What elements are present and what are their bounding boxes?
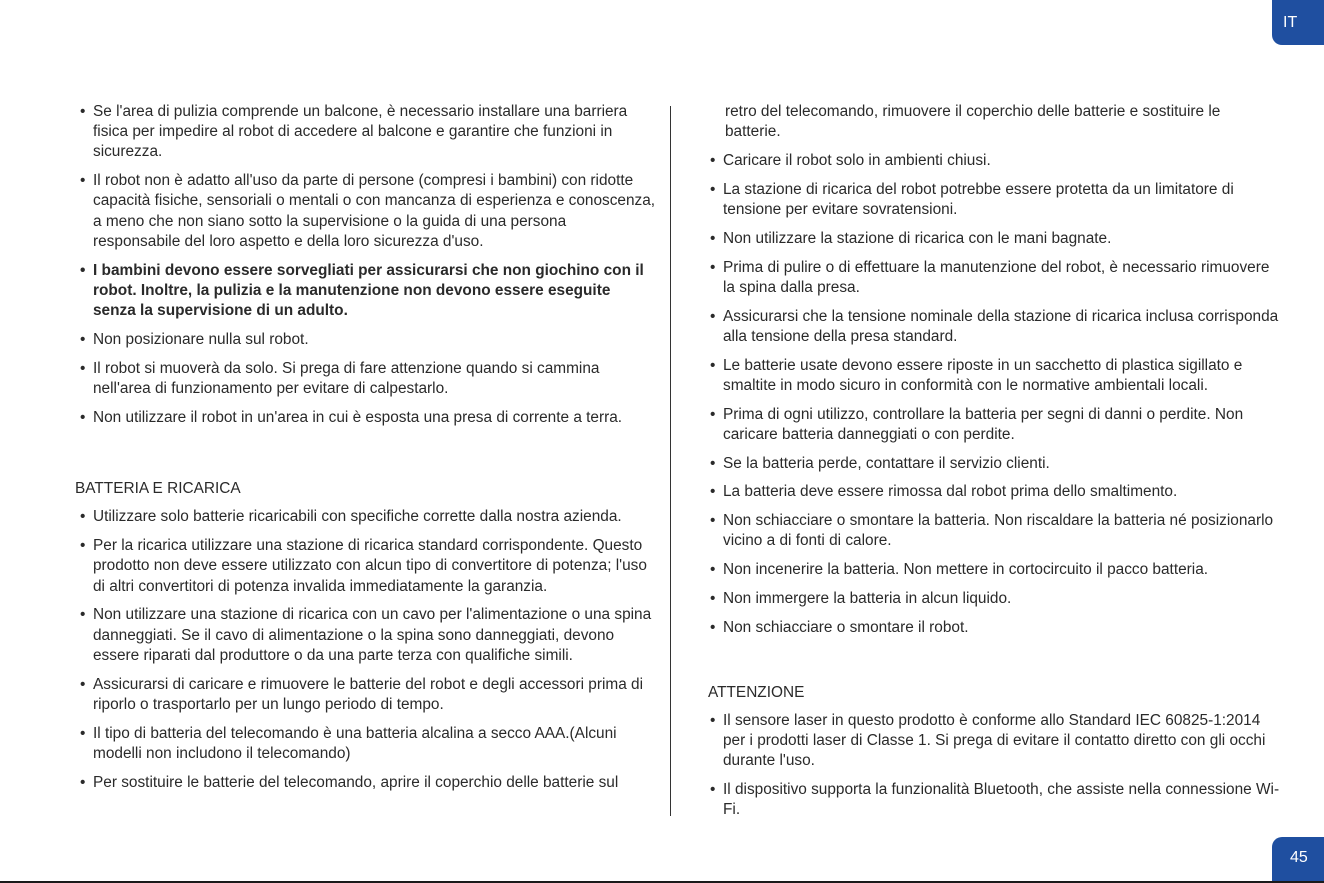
list-item: • Il robot si muoverà da solo. Si prega di fare attenzione quando si cammina nell'area di funzionamento per evitare di calpestarlo. [78,359,656,399]
safety-list [78,102,656,428]
list-item: • Per la ricarica utilizzare una stazione di ricarica standard corrispondente. Questo prodotto non deve essere utilizzato con alcun tipo di convertitore di potenza; l'uso di altri convertitori di potenza invalida immediatamente la garanzia. [78,536,656,597]
battery-heading: BATTERIA E RICARICA [75,480,241,498]
list-item: • Prima di pulire o di effettuare la manutenzione del robot, è necessario rimuovere la spina dalla presa. [708,258,1280,298]
list-item: • Non incenerire la batteria. Non mettere in cortocircuito il pacco batteria. [708,560,1280,580]
left-column [75,102,656,801]
battery-list [78,507,656,792]
list-item: • Se la batteria perde, contattare il servizio clienti. [708,454,1280,474]
page-number: 45 [1290,849,1308,866]
list-item: • La stazione di ricarica del robot potrebbe essere protetta da un limitatore di tensione per evitare sovratensioni. [708,180,1280,220]
list-item: • La batteria deve essere rimossa dal robot prima dello smaltimento. [708,482,1280,502]
language-label: IT [1283,14,1298,31]
list-item: • Il tipo di batteria del telecomando è una batteria alcalina a secco AAA.(Alcuni modelli non includono il telecomando) [78,724,656,764]
language-tab [1272,0,1324,45]
battery-list-continued [708,151,1280,638]
list-item: • Non schiacciare o smontare il robot. [708,618,1280,638]
list-item: • Utilizzare solo batterie ricaricabili con specifiche corrette dalla nostra azienda. [78,507,656,527]
list-item: • Caricare il robot solo in ambienti chiusi. [708,151,1280,171]
list-item: • Non utilizzare una stazione di ricarica con un cavo per l'alimentazione o una spina danneggiati. Se il cavo di alimentazione o la spina sono danneggiati, devono essere riparati dal produttore o da una parte terza con qualifiche simili. [78,605,656,666]
list-item: • Non posizionare nulla sul robot. [78,330,656,350]
list-item: • Se l'area di pulizia comprende un balcone, è necessario installare una barriera fisica per impedire al robot di accedere al balcone e garantire che funzioni in sicurezza. [78,102,656,163]
list-item: • Prima di ogni utilizzo, controllare la batteria per segni di danni o perdite. Non caricare batteria danneggiati o con perdite. [708,405,1280,445]
attention-list [708,711,1280,821]
list-item: • Per sostituire le batterie del telecomando, aprire il coperchio delle batterie sul [78,773,656,793]
list-item: • Il robot non è adatto all'uso da parte di persone (compresi i bambini) con ridotte capacità fisiche, sensoriali o mentali o con mancanza di esperienza e conoscenza, a meno che non siano sotto la supervisione o la guida di una persona responsabile del loro aspetto e della loro sicurezza d'uso. [78,171,656,252]
page-number-tab [1272,837,1324,883]
attention-heading: ATTENZIONE [708,683,805,701]
right-column [708,102,1280,829]
list-item: • Non schiacciare o smontare la batteria. Non riscaldare la batteria né posizionarlo vicino a di fonti di calore. [708,511,1280,551]
list-item: • Le batterie usate devono essere riposte in un sacchetto di plastica sigillato e smaltite in modo sicuro in conformità con le normative ambientali locali. [708,356,1280,396]
list-item: • Il sensore laser in questo prodotto è conforme allo Standard IEC 60825-1:2014 per i prodotti laser di Classe 1. Si prega di evitare il contatto diretto con gli occhi durante l'uso. [708,711,1280,772]
list-item: • Non immergere la batteria in alcun liquido. [708,589,1280,609]
list-item: • Non utilizzare il robot in un'area in cui è esposta una presa di corrente a terra. [78,408,656,428]
list-item: • Assicurarsi di caricare e rimuovere le batterie del robot e degli accessori prima di riporlo o trasportarlo per un lungo periodo di tempo. [78,675,656,715]
list-item: • Non utilizzare la stazione di ricarica con le mani bagnate. [708,229,1280,249]
continued-text: retro del telecomando, rimuovere il coperchio delle batterie e sostituire le batterie. [725,103,1221,141]
list-item: • Il dispositivo supporta la funzionalità Bluetooth, che assiste nella connessione Wi-Fi. [708,780,1280,820]
column-divider [670,106,671,816]
list-item: • Assicurarsi che la tensione nominale della stazione di ricarica inclusa corrisponda alla tensione della presa standard. [708,307,1280,347]
list-item: • I bambini devono essere sorvegliati per assicurarsi che non giochino con il robot. Inoltre, la pulizia e la manutenzione non devono essere eseguite senza la supervisione di un adulto. [78,261,656,322]
